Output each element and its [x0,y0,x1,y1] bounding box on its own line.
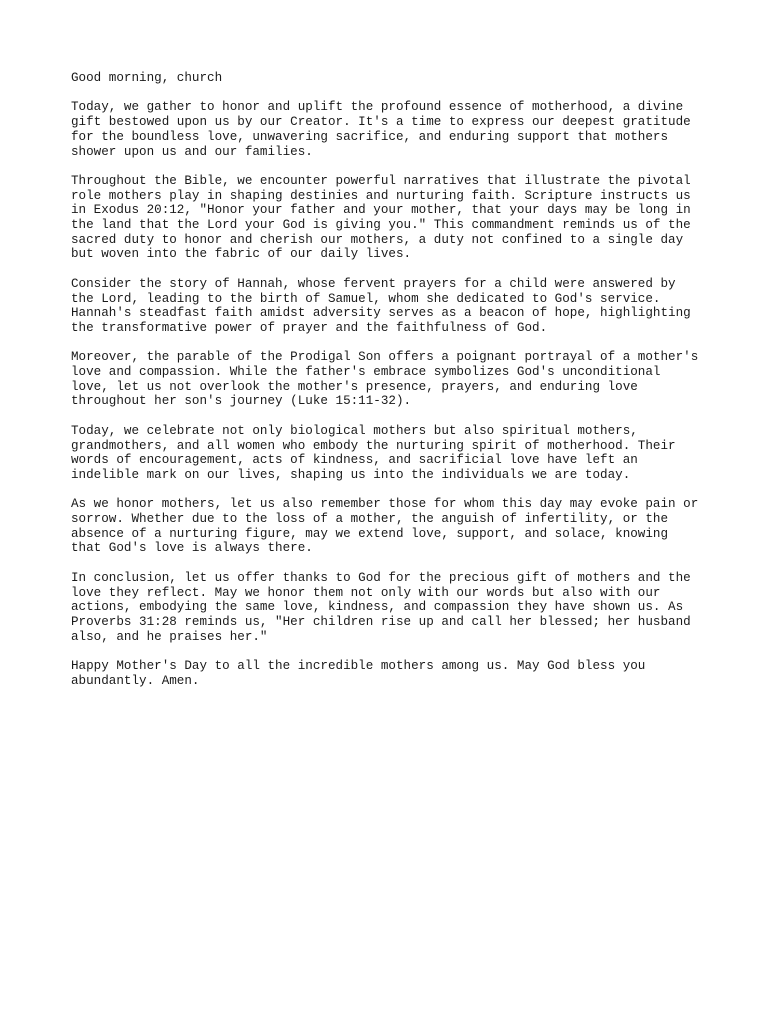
text-line: the Lord, leading to the birth of Samuel, whom she dedicated to God's service. [71,291,661,306]
text-line: Happy Mother's Day to all the incredible mothers among us. May God bless you [71,659,646,673]
text-line: Today, we gather to honor and uplift the profound essence of motherhood, a divine [71,100,684,115]
body-paragraph [71,350,711,409]
text-line: abundantly. Amen. [71,673,200,688]
text-line: words of encouragement, acts of kindness, and sacrificial love have left an [71,453,638,468]
text-line: gift bestowed upon us by our Creator. It's a time to express our deepest gratitude [71,115,691,130]
text-line: sacred duty to honor and cherish our mothers, a duty not confined to a single day [71,232,684,247]
body-paragraph [71,659,711,688]
text-line: Throughout the Bible, we encounter powerful narratives that illustrate the pivotal [71,173,691,188]
body-paragraph [71,277,711,336]
text-line: the land that the Lord your God is giving you." This commandment reminds us of the [71,218,691,232]
text-line: shower upon us and our families. [71,144,313,159]
text-line: Consider the story of Hannah, whose fervent prayers for a child were answered by [71,276,676,291]
text-line: In conclusion, let us offer thanks to God for the precious gift of mothers and the [71,570,691,585]
body-paragraph [71,571,711,645]
document-page [71,71,711,703]
greeting-line: Good morning, church [71,71,223,85]
text-line: grandmothers, and all women who embody the nurturing spirit of motherhood. Their [71,438,676,453]
text-line: love they reflect. May we honor them not only with our words but also with our [71,585,661,600]
text-line: Hannah's steadfast faith amidst adversity serves as a beacon of hope, highlighting [71,306,691,321]
body-paragraph [71,100,711,159]
body-paragraph [71,424,711,483]
text-line: Proverbs 31:28 reminds us, "Her children rise up and call her blessed; her husband [71,614,691,629]
text-line: Today, we celebrate not only biological mothers but also spiritual mothers, [71,423,638,438]
text-line: Moreover, the parable of the Prodigal Son offers a poignant portrayal of a mother's [71,350,699,365]
text-line: but woven into the fabric of our daily lives. [71,247,412,262]
sermon-body [71,100,711,688]
text-line: absence of a nurturing figure, may we extend love, support, and solace, knowing [71,526,669,541]
text-line: for the boundless love, unwavering sacrifice, and enduring support that mothers [71,129,669,144]
text-line: in Exodus 20:12, "Honor your father and your mother, that your days may be long in [71,203,691,218]
body-paragraph [71,174,711,262]
text-line: actions, embodying the same love, kindness, and compassion they have shown us. As [71,600,684,615]
text-line: the transformative power of prayer and the faithfulness of God. [71,320,548,335]
text-line: throughout her son's journey (Luke 15:11-32). [71,394,412,409]
text-line: that God's love is always there. [71,541,313,556]
body-paragraph [71,497,711,556]
text-line: sorrow. Whether due to the loss of a mother, the anguish of infertility, or the [71,512,669,526]
text-line: indelible mark on our lives, shaping us into the individuals we are today. [71,467,631,482]
greeting [71,71,711,86]
text-line: role mothers play in shaping destinies and nurturing faith. Scripture instructs us [71,188,691,203]
text-line: As we honor mothers, let us also remember those for whom this day may evoke pain or [71,497,699,512]
text-line: love and compassion. While the father's embrace symbolizes God's unconditional [71,365,661,379]
text-line: love, let us not overlook the mother's presence, prayers, and enduring love [71,379,638,394]
text-line: also, and he praises her." [71,629,268,644]
